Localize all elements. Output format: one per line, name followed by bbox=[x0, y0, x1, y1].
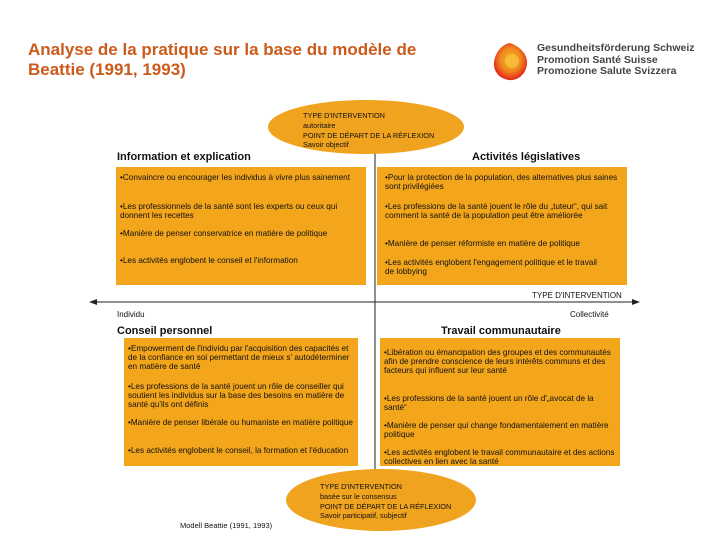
logo-line1: Gesundheitsförderung Schweiz bbox=[537, 42, 695, 54]
top-intervention-ellipse bbox=[268, 100, 464, 154]
list-item: •Manière de penser libérale ou humaniste en matière politique bbox=[128, 418, 353, 427]
page-title-line2: Beattie (1991, 1993) bbox=[28, 60, 186, 79]
right-arrow-icon bbox=[632, 299, 640, 305]
bottom-ellipse-line4: Savoir participatif, subjectif bbox=[320, 511, 407, 521]
bottom-left-box bbox=[124, 338, 358, 466]
list-item: •Les activités englobent le travail communautaire et des actions collectives en lien avec la santé bbox=[384, 448, 615, 467]
top-ellipse-line1: TYPE D'INTERVENTION bbox=[303, 111, 385, 120]
list-item: •Empowerment de l'individu par l'acquisition des capacités et de la confiance en soi permettant de mieux s' autodéterminer en matière de santé bbox=[128, 344, 350, 372]
top-ellipse-line2: autoritaire bbox=[303, 120, 336, 130]
list-item: •Libération ou émancipation des groupes et des communautés afin de prendre conscience de leurs intérêts communs et des facteurs qui influent sur leur santé bbox=[384, 348, 611, 376]
bottom-ellipse-text bbox=[320, 482, 451, 521]
list-item: •Les professions de la santé jouent un rôle d'„avocat de la santé“ bbox=[384, 394, 594, 413]
list-item: •Les professions de la santé jouent le rôle du „tuteur“, qui sait comment la santé de la population peut être améliorée bbox=[385, 202, 608, 221]
quadrant-title-bottom-right: Travail communautaire bbox=[441, 325, 561, 337]
list-item: •Manière de penser conservatrice en matière de politique bbox=[120, 229, 328, 238]
footer-source: Modell Beattie (1991, 1993) bbox=[180, 521, 273, 530]
list-item: •Les activités englobent l'engagement politique et le travail de lobbying bbox=[385, 258, 597, 277]
list-item: •Manière de penser réformiste en matière de politique bbox=[385, 239, 580, 248]
top-ellipse-text bbox=[303, 111, 434, 150]
bottom-ellipse-line3: POINT DE DÉPART DE LA RÉFLEXION bbox=[320, 501, 452, 511]
list-item: •Manière de penser qui change fondamentalement en matière politique bbox=[384, 421, 609, 440]
bottom-right-box bbox=[380, 338, 620, 466]
quadrant-title-top-left: Information et explication bbox=[117, 151, 251, 163]
quadrant-title-top-right: Activités législatives bbox=[472, 151, 581, 163]
top-ellipse-line3: POINT DE DÉPART DE LA RÉFLEXION bbox=[303, 130, 435, 140]
list-item: •Les professions de la santé jouent un rôle de conseiller qui soutient les individus sur la base des besoins en matière de santé qu'ils ont définis bbox=[128, 382, 345, 410]
list-item: •Les professionnels de la santé sont les experts ou ceux qui donnent les recettes bbox=[120, 202, 338, 221]
list-item: •Pour la protection de la population, des alternatives plus saines sont privilégiées bbox=[385, 173, 618, 192]
logo-line3: Promozione Salute Svizzera bbox=[537, 65, 677, 77]
top-ellipse-line4: Savoir objectif bbox=[303, 140, 349, 150]
list-item: •Convaincre ou encourager les individus à vivre plus sainement bbox=[120, 173, 350, 182]
left-arrow-icon bbox=[89, 299, 97, 305]
quadrant-title-bottom-left: Conseil personnel bbox=[117, 325, 213, 337]
bottom-intervention-ellipse bbox=[286, 469, 476, 531]
bottom-ellipse-line1: TYPE D'INTERVENTION bbox=[320, 482, 402, 491]
axis-left-label: Individu bbox=[117, 310, 145, 319]
top-right-box bbox=[377, 167, 627, 285]
list-item: •Les activités englobent le conseil, la formation et l'éducation bbox=[128, 446, 349, 455]
page-title-line1: Analyse de la pratique sur la base du modèle de bbox=[28, 40, 417, 59]
top-left-box bbox=[116, 167, 366, 285]
logo-line2: Promotion Santé Suisse bbox=[537, 53, 658, 66]
list-item: •Les activités englobent le conseil et l'information bbox=[120, 256, 298, 265]
bottom-ellipse-line2: basée sur le consensus bbox=[320, 491, 397, 501]
axis-type-label: TYPE D'INTERVENTION bbox=[532, 291, 622, 300]
axis-right-label: Collectivité bbox=[570, 310, 609, 319]
